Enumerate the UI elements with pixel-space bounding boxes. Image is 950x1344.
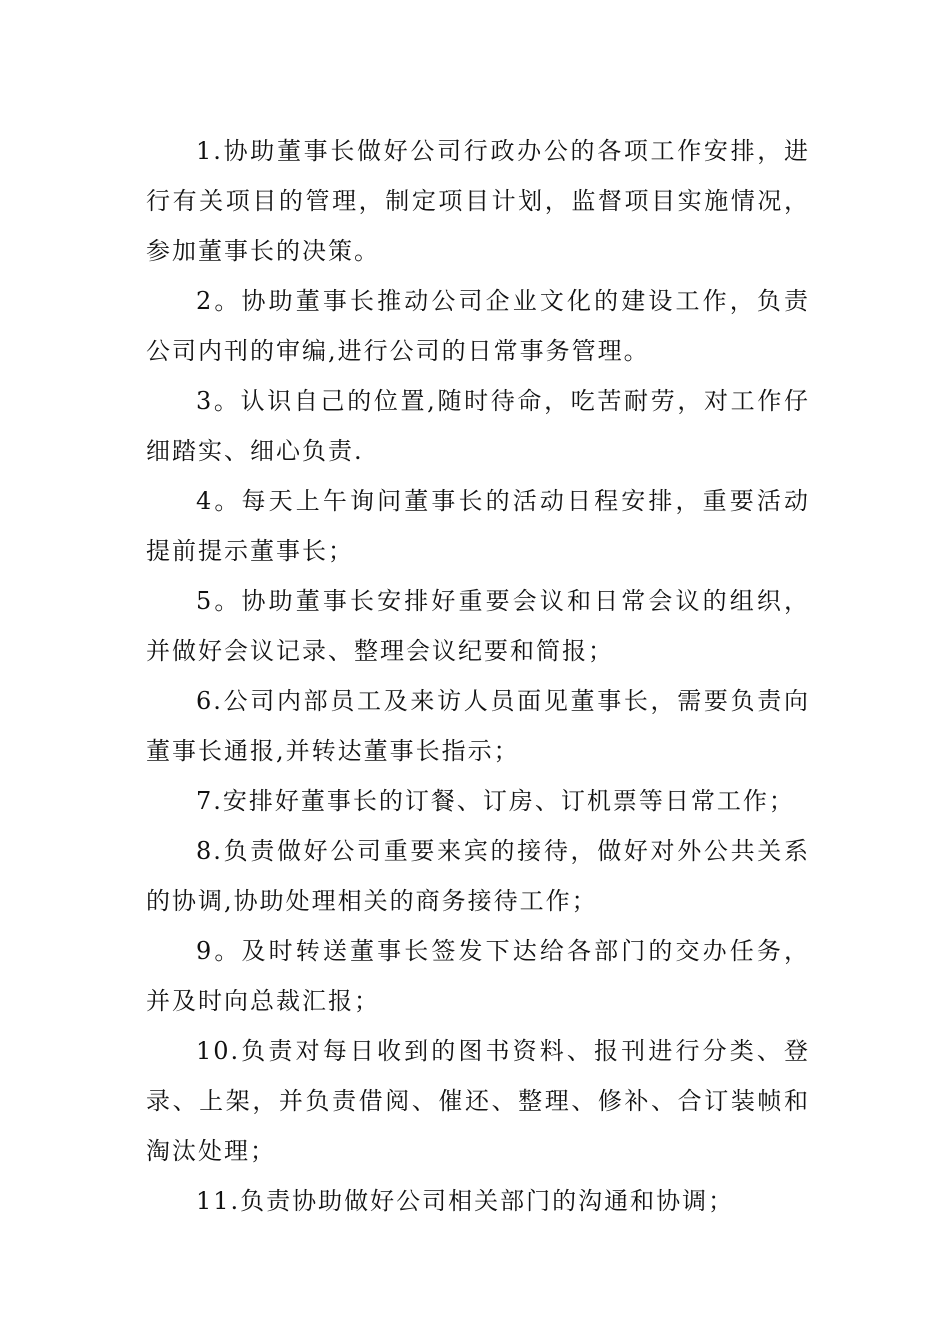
duty-item-11: 11.负责协助做好公司相关部门的沟通和协调； bbox=[196, 1187, 735, 1215]
duty-item-4: 4。每天上午询问董事长的活动日程安排，重要活动提前提示董事长； bbox=[146, 487, 810, 565]
duty-item-5: 5。协助董事长安排好重要会议和日常会议的组织，并做好会议记录、整理会议纪要和简报； bbox=[146, 587, 810, 665]
document-body bbox=[146, 126, 810, 1226]
duty-item-6: 6.公司内部员工及来访人员面见董事长，需要负责向董事长通报,并转达董事长指示； bbox=[146, 687, 810, 765]
duty-item-9: 9。及时转送董事长签发下达给各部门的交办任务，并及时向总裁汇报； bbox=[146, 937, 810, 1015]
duty-item-1: 1.协助董事长做好公司行政办公的各项工作安排，进行有关项目的管理，制定项目计划，监督项目实施情况，参加董事长的决策。 bbox=[146, 137, 810, 265]
duty-item-8: 8.负责做好公司重要来宾的接待，做好对外公共关系的协调,协助处理相关的商务接待工作； bbox=[146, 837, 810, 915]
duty-item-3: 3。认识自己的位置,随时待命，吃苦耐劳，对工作仔细踏实、细心负责. bbox=[146, 387, 810, 465]
duty-item-2: 2。协助董事长推动公司企业文化的建设工作，负责公司内刊的审编,进行公司的日常事务管理。 bbox=[146, 287, 810, 365]
duty-item-10: 10.负责对每日收到的图书资料、报刊进行分类、登录、上架，并负责借阅、催还、整理、修补、合订装帧和淘汰处理； bbox=[146, 1037, 810, 1165]
duty-item-7: 7.安排好董事长的订餐、订房、订机票等日常工作； bbox=[196, 787, 795, 815]
